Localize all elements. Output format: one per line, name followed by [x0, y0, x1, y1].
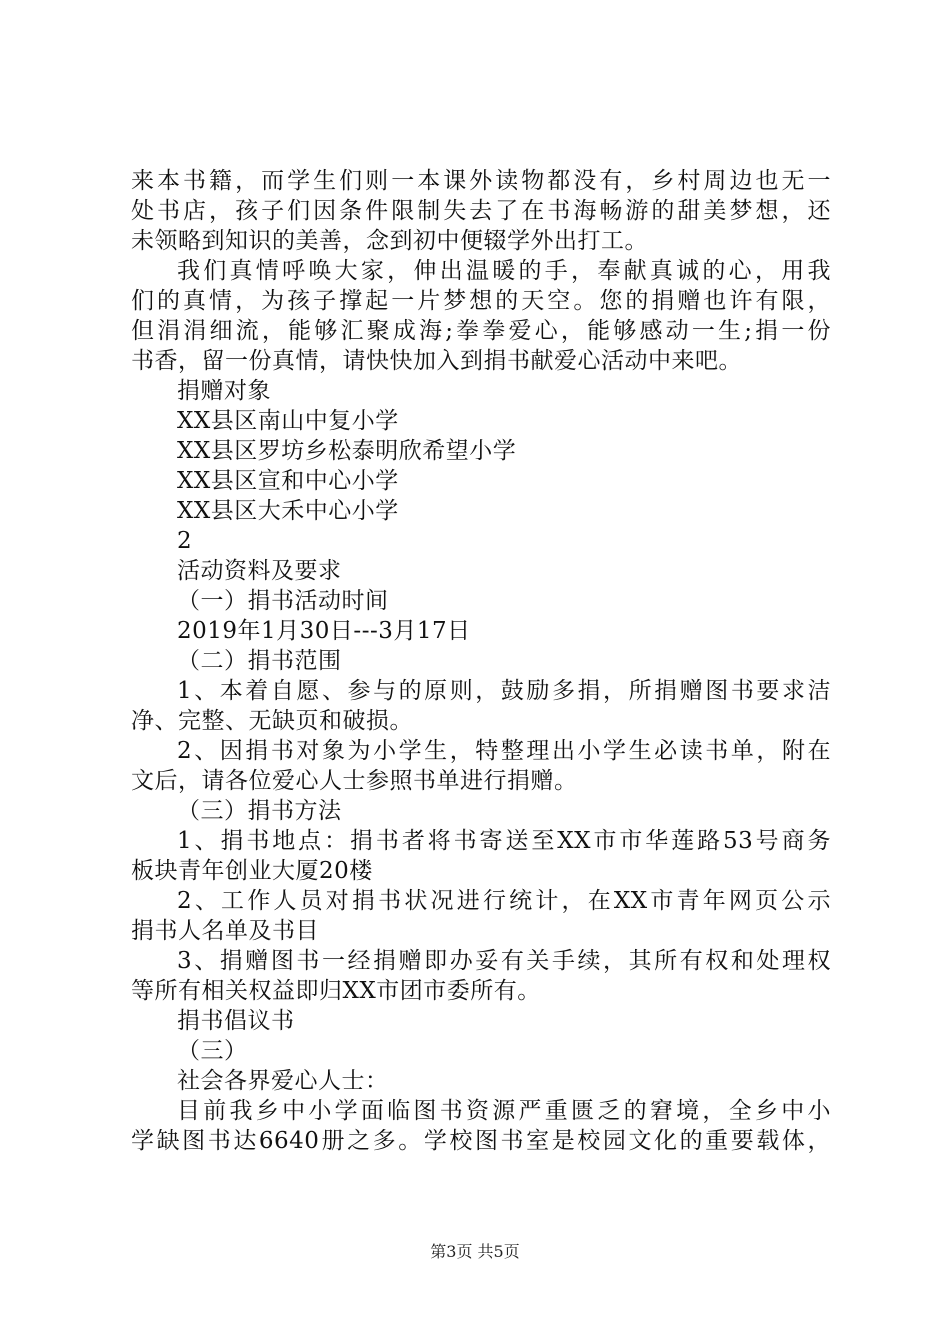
body-line: 但涓涓细流，能够汇聚成海;拳拳爱心，能够感动一生;捐一份 [131, 318, 831, 344]
document-body [131, 166, 831, 1156]
salutation: 社会各界爱心人士： [177, 1068, 389, 1094]
body-line: 文后，请各位爱心人士参照书单进行捐赠。 [131, 768, 578, 794]
body-line: 学缺图书达6640册之多。学校图书室是校园文化的重要载体， [131, 1128, 831, 1154]
section-heading: 活动资料及要求 [177, 558, 342, 584]
body-line: 1、本着自愿、参与的原则，鼓励多捐，所捐赠图书要求洁 [177, 678, 831, 704]
body-line: 目前我乡中小学面临图书资源严重匮乏的窘境，全乡中小 [177, 1098, 831, 1124]
section-heading: 捐赠对象 [177, 378, 271, 404]
body-line: 净、完整、无缺页和破损。 [131, 708, 413, 734]
body-line: 2、因捐书对象为小学生，特整理出小学生必读书单，附在 [177, 738, 831, 764]
body-line: 1、捐书地点：捐书者将书寄送至XX市市华莲路53号商务 [177, 828, 831, 854]
section-number: （三） [177, 1038, 248, 1064]
recipient-school: XX县区南山中复小学 [177, 408, 399, 434]
body-line: 我们真情呼唤大家，伸出温暖的手，奉献真诚的心，用我 [177, 258, 831, 284]
body-line: 书香，留一份真情，请快快加入到捐书献爱心活动中来吧。 [131, 348, 742, 374]
body-line: 2、工作人员对捐书状况进行统计，在XX市青年网页公示 [177, 888, 831, 914]
body-line: 处书店，孩子们因条件限制失去了在书海畅游的甜美梦想，还 [131, 198, 831, 224]
subsection-heading: （二）捐书范围 [177, 648, 342, 674]
recipient-school: XX县区罗坊乡松泰明欣希望小学 [177, 438, 517, 464]
subsection-heading: （三）捐书方法 [177, 798, 342, 824]
body-line: 来本书籍，而学生们则一本课外读物都没有，乡村周边也无一 [131, 168, 831, 194]
page-number-footer: 第3页 共5页 [430, 1242, 520, 1261]
section-heading: 捐书倡议书 [177, 1008, 295, 1034]
body-line: 未领略到知识的美善，念到初中便辍学外出打工。 [131, 228, 648, 254]
body-line: 捐书人名单及书目 [131, 918, 319, 944]
body-line: 们的真情，为孩子撑起一片梦想的天空。您的捐赠也许有限， [131, 288, 831, 314]
body-line: 等所有相关权益即归XX市团市委所有。 [131, 978, 541, 1004]
body-line: 3、捐赠图书一经捐赠即办妥有关手续，其所有权和处理权 [177, 948, 831, 974]
section-number: 2 [177, 528, 193, 554]
body-line: 板块青年创业大厦20楼 [131, 858, 373, 884]
recipient-school: XX县区大禾中心小学 [177, 498, 399, 524]
activity-dates: 2019年1月30日---3月17日 [177, 618, 471, 644]
recipient-school: XX县区宣和中心小学 [177, 468, 399, 494]
subsection-heading: （一）捐书活动时间 [177, 588, 389, 614]
